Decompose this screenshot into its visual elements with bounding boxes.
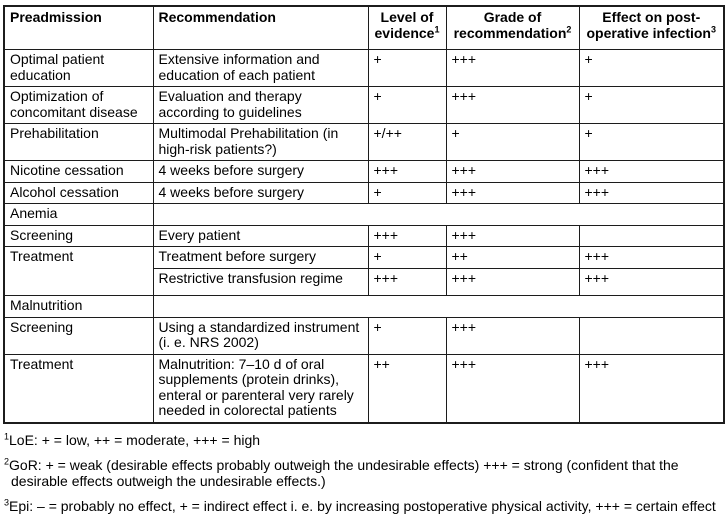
footnote-ref-2: 2: [566, 23, 572, 34]
footnote-epi: [4, 499, 716, 515]
footnote-marker: 3: [4, 497, 10, 508]
preadmission-section-cell: Prehabilitation: [4, 124, 153, 161]
empty-span-cell: [153, 204, 724, 226]
header-row: [4, 6, 724, 50]
level-of-evidence-cell: +++: [368, 161, 446, 183]
recommendation-cell: Extensive information and education of each patient: [153, 50, 368, 87]
grade-cell: ++: [446, 247, 579, 269]
footnote-ref-1: 1: [434, 23, 440, 34]
footnotes-section: [3, 424, 716, 515]
effect-cell: +: [579, 87, 724, 124]
table-row: [4, 161, 724, 183]
effect-cell: +: [579, 124, 724, 161]
empty-span-cell: [153, 296, 724, 318]
col-header-level-of-evidence: [368, 6, 446, 50]
level-of-evidence-cell: +: [368, 247, 446, 269]
preadmission-cell: Optimal patient education: [4, 50, 153, 87]
level-of-evidence-cell: +: [368, 182, 446, 204]
effect-cell: [579, 225, 724, 247]
preadmission-sub-cell: Screening: [4, 225, 153, 247]
recommendation-cell: Every patient: [153, 225, 368, 247]
level-of-evidence-cell: +/++: [368, 124, 446, 161]
footnote-gor: [4, 458, 716, 489]
table-row: [4, 182, 724, 204]
table-row: [4, 247, 724, 269]
grade-cell: +++: [446, 317, 579, 354]
preadmission-sub-cell: Treatment: [4, 247, 153, 296]
col-header-label: Effect on post-operative infection: [586, 9, 711, 41]
recommendation-cell: Malnutrition: 7–10 d of oral supplements (protein drinks), enteral or parenteral very rarely needed in colorectal patients: [153, 354, 368, 423]
grade-cell: +++: [446, 354, 579, 423]
col-header-label: Level of evidence: [374, 9, 435, 41]
grade-cell: +++: [446, 225, 579, 247]
level-of-evidence-cell: +++: [368, 268, 446, 296]
effect-cell: +: [579, 50, 724, 87]
col-header-label: Grade of recommendation: [453, 9, 567, 41]
recommendation-cell: 4 weeks before surgery: [153, 161, 368, 183]
grade-cell: +++: [446, 268, 579, 296]
col-header-effect-on-infection: [579, 6, 724, 50]
col-header-label: Recommendation: [158, 9, 276, 25]
table-row: [4, 204, 724, 226]
grade-cell: +: [446, 124, 579, 161]
preadmission-sub-cell: Nicotine cessation: [4, 161, 153, 183]
table-row: [4, 87, 724, 124]
effect-cell: +++: [579, 161, 724, 183]
footnote-marker: 2: [4, 456, 10, 467]
level-of-evidence-cell: +: [368, 87, 446, 124]
effect-cell: +++: [579, 182, 724, 204]
recommendation-cell: Restrictive transfusion regime: [153, 268, 368, 296]
preadmission-section-cell: Anemia: [4, 204, 153, 226]
col-header-preadmission: [4, 6, 153, 50]
table-row: [4, 225, 724, 247]
grade-cell: +++: [446, 161, 579, 183]
table-row: [4, 124, 724, 161]
effect-cell: +++: [579, 268, 724, 296]
grade-cell: +++: [446, 87, 579, 124]
recommendation-cell: Multimodal Prehabilitation (in high-risk patients?): [153, 124, 368, 161]
level-of-evidence-cell: ++: [368, 354, 446, 423]
recommendations-table: [3, 5, 725, 424]
footnote-text: LoE: + = low, ++ = moderate, +++ = high: [9, 431, 261, 448]
col-header-grade-of-recommendation: [446, 6, 579, 50]
footnote-marker: 1: [4, 430, 10, 441]
footnote-ref-3: 3: [710, 23, 716, 34]
preadmission-sub-cell: Treatment: [4, 354, 153, 423]
level-of-evidence-cell: +: [368, 50, 446, 87]
effect-cell: [579, 317, 724, 354]
table-row: [4, 354, 724, 423]
grade-cell: +++: [446, 50, 579, 87]
effect-cell: +++: [579, 247, 724, 269]
recommendation-cell: Using a standardized instrument (i. e. NRS 2002): [153, 317, 368, 354]
table-row: [4, 317, 724, 354]
level-of-evidence-cell: +++: [368, 225, 446, 247]
footnote-text: Epi: – = probably no effect, + = indirect effect i. e. by increasing postoperative physical activity, +++ = certain effect: [9, 498, 716, 514]
preadmission-sub-cell: Alcohol cessation: [4, 182, 153, 204]
recommendation-cell: Evaluation and therapy according to guidelines: [153, 87, 368, 124]
preadmission-cell: Optimization of concomitant disease: [4, 87, 153, 124]
recommendation-cell: Treatment before surgery: [153, 247, 368, 269]
footnote-loe: [4, 430, 716, 449]
col-header-label: Preadmission: [10, 9, 102, 25]
effect-cell: +++: [579, 354, 724, 423]
level-of-evidence-cell: +: [368, 317, 446, 354]
table-row: [4, 50, 724, 87]
preadmission-sub-cell: Screening: [4, 317, 153, 354]
preadmission-section-cell: Malnutrition: [4, 296, 153, 318]
footnote-text: GoR: + = weak (desirable effects probably outweigh the undesirable effects) +++ = strong (confident that the desirable effects outweigh the undesirable effects.): [9, 457, 679, 489]
table-row: [4, 296, 724, 318]
grade-cell: +++: [446, 182, 579, 204]
col-header-recommendation: [153, 6, 368, 50]
recommendation-cell: 4 weeks before surgery: [153, 182, 368, 204]
